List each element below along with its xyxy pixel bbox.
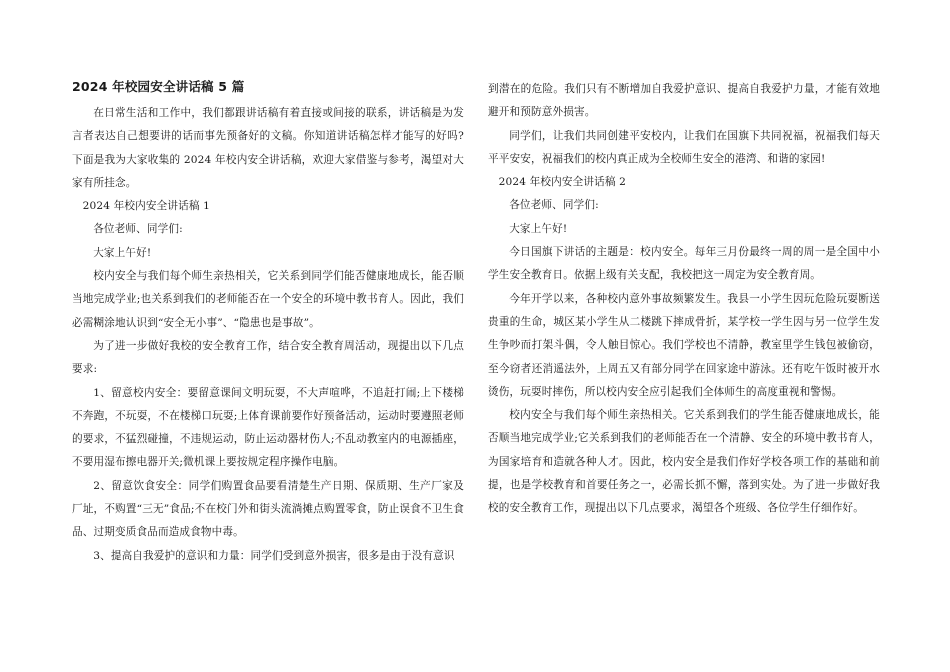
- right-paragraphs: [488, 78, 880, 521]
- paragraph: 校内安全与我们每个师生亲热相关，它关系到同学们能否健康地成长，能否顺当地完成学业;也关系到我们的老师能否在一个安全的环境中教书育人。因此，我们必需糊涂地认识到“安全无小事”、“隐患也是事故”。: [72, 270, 464, 329]
- paragraph: 各位老师、同学们:: [509, 199, 599, 212]
- paragraph: 今日国旗下讲话的主题是：校内安全。每年三月份最终一周的周一是全国中小学生安全教育日。依据上级有关支配，我校把这一周定为安全教育周。: [488, 246, 880, 282]
- paragraph: 2、留意饮食安全：同学们购置食品要看清楚生产日期、保质期、生产厂家及厂址，不购置“三无”食品;不在校门外和街头流淌摊点购置零食，防止误食不卫生食品、过期变质食品而造成食物中毒。: [72, 479, 464, 539]
- left-paragraphs: [72, 102, 464, 568]
- paragraph: 为了进一步做好我校的安全教育工作，结合安全教育周活动，现提出以下几点要求:: [72, 339, 464, 376]
- paragraph: 今年开学以来，各种校内意外事故频繁发生。我县一小学生因玩危险玩耍断送贵重的生命，城区某小学生从二楼跳下摔成骨折，某学校一学生因与另一位学生发生争吵而打架斗偶，令人触目惊心。我们学校也不清静，教室里学生钱包被偷窃，至今窃者还消遥法外，上周五又有部分同学在回家途中游泳。还有吃午饭时被开水烫伤，玩耍时摔伤，所以校内安全应引起我们全体师生的高度重视和警惕。: [488, 292, 880, 398]
- paragraph: 到潜在的危险。我们只有不断增加自我爱护意识、提高自我爱护力量，才能有效地避开和预防意外损害。: [488, 83, 880, 119]
- paragraph: 各位老师、同学们:: [93, 223, 183, 236]
- paragraph: 大家上午好!: [509, 222, 568, 235]
- paragraph: 2024 年校内安全讲话稿 2: [498, 176, 627, 189]
- paragraph: 2024 年校内安全讲话稿 1: [82, 200, 211, 213]
- paragraph: 3、提高自我爱护的意识和力量：同学们受到意外损害，很多是由于没有意识: [93, 549, 455, 562]
- paragraph: 同学们，让我们共同创建平安校内，让我们在国旗下共同祝福，祝福我们每天平平安安，祝福我们的校内真正成为全校师生安全的港湾、和谐的家园!: [488, 129, 880, 165]
- paragraph: 在日常生活和工作中，我们都跟讲话稿有着直接或间接的联系，讲话稿是为发言者表达自己想要讲的话而事先预备好的文稿。你知道讲话稿怎样才能写的好吗?下面是我为大家收集的 2024 年校内安全讲话稿，欢迎大家借鉴与参考，渴望对大家有所挂念。: [72, 107, 464, 189]
- document-title: 2024 年校园安全讲话稿 5 篇: [72, 79, 245, 94]
- left-column: [72, 78, 464, 568]
- paragraph: 1、留意校内安全：要留意课间文明玩耍，不大声喧哗，不追赶打闹;上下楼梯不奔跑，不玩耍，不在楼梯口玩耍;上体育课前要作好预备活动，运动时要遵照老师的要求，不猛烈碰撞，不违规运动，防止运动器材伤人;不乱动教室内的电源插座，不要用湿布擦电器开关;微机课上要按规定程序操作电脑。: [72, 386, 464, 469]
- paragraph: 大家上午好!: [93, 246, 152, 259]
- right-column: [488, 78, 880, 521]
- paragraph: 校内安全与我们每个师生亲热相关。它关系到我们的学生能否健康地成长，能否顺当地完成学业;它关系到我们的老师能否在一个清静、安全的环境中教书育人，为国家培育和造就各种人才。因此，校内安全是我们作好学校各项工作的基础和前提，也是学校教育和首要任务之一，必需长抓不懈，落到实处。为了进一步做好我校的安全教育工作，现提出以下几点要求，渴望各个班级、各位学生仔细作好。: [488, 409, 880, 515]
